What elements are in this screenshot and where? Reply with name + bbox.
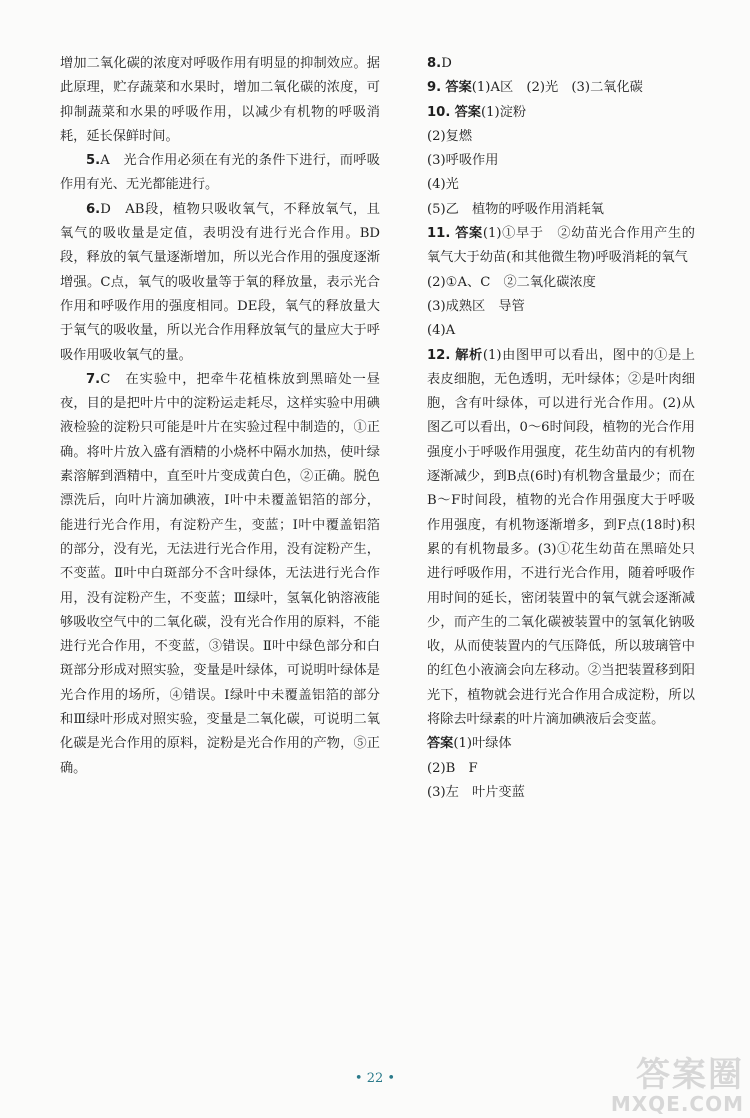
answer-10-part-2: (2)复燃 xyxy=(427,128,473,144)
answer-9-number: 9. xyxy=(427,80,442,96)
answer-7-text: C 在实验中，把牵牛花植株放到黑暗处一昼夜，目的是把叶片中的淀粉运走耗尽，这样实验中用碘液检验的淀粉只可能是叶片在实验过程中制造的，①正确。将叶片放入盛有酒精的小烧杯中隔水加热，使叶绿素溶解到酒精中，直至叶片变成黄白色，②正确。脱色漂洗后，向叶片滴加碘液，Ⅰ叶中未覆盖铝箔的部分，能进行光合作用，有淀粉产生，变蓝；Ⅰ叶中覆盖铝箔的部分，没有光，无法进行光合作用，没有淀粉产生，不变蓝。Ⅱ叶中白斑部分不含叶绿体，无法进行光合作用，没有淀粉产生，不变蓝；Ⅲ绿叶，氢氧化钠溶液能够吸收空气中的二氧化碳，没有光合作用的原料，不能进行光合作用，不变蓝，③错误。Ⅱ叶中绿色部分和白斑部分形成对照实验，变量是叶绿体，可说明叶绿体是光合作用的场所，④错误。Ⅰ绿叶中未覆盖铝箔的部分和Ⅲ绿叶形成对照实验，变量是二氧化碳，可说明二氧化碳是光合作用的原料，淀粉是光合作用的产物，⑤正确。 xyxy=(60,371,380,776)
answer-8-number: 8. xyxy=(427,56,442,71)
answer-12-explanation: (1)由图甲可以看出，图中的①是上表皮细胞，无色透明，无叶绿体；②是叶肉细胞，含有叶绿体，可以进行光合作用。(2)从图乙可以看出，0～6时间段，植物的光合作用强度小于呼吸作用强度，花生幼苗内的有机物逐渐减少，到B点(6时)有机物含量最少；而在B～F时间段，植物的光合作用强度大于呼吸作用强度，有机物逐渐增多，到F点(18时)积累的有机物最多。(3)①花生幼苗在黑暗处只进行呼吸作用，不进行光合作用，随着呼吸作用时间的延长，密闭装置中的氧气就会逐渐减少，而产生的二氧化碳被装置中的氢氧化钠吸收，从而使装置内的气压降低，所以玻璃管中的红色小液滴会向左移动。②当把装置移到阳光下，植物就会进行光合作用合成淀粉，所以将除去叶绿素的叶片滴加碘液后会变蓝。 xyxy=(427,347,695,728)
answer-10-part-3: (3)呼吸作用 xyxy=(427,153,499,169)
answer-7 xyxy=(60,368,380,781)
answer-5-number: 5. xyxy=(86,153,101,169)
answer-11-keyword: 答案 xyxy=(455,226,483,242)
answer-12-answer-part-1: (1)叶绿体 xyxy=(453,736,512,752)
answer-11-part-1: (1)①早于 ②幼苗光合作用产生的氧气大于幼苗(和其他微生物)呼吸消耗的氧气 xyxy=(427,226,695,266)
answer-9-text: (1)A区 (2)光 (3)二氧化碳 xyxy=(471,80,643,96)
answer-10 xyxy=(427,101,695,125)
answer-6-number: 6. xyxy=(86,201,101,217)
page-number: • 22 • xyxy=(354,1071,396,1086)
answer-11-part-2: (2)①A、C ②二氧化碳浓度 xyxy=(427,274,596,290)
answer-10-keyword: 答案 xyxy=(454,104,481,120)
answer-9-keyword: 答案 xyxy=(445,80,472,96)
answer-10-part-1: (1)淀粉 xyxy=(480,104,527,120)
answer-12-answer-keyword: 答案 xyxy=(427,736,454,752)
answer-12-answer-part-2: (2)B F xyxy=(427,760,478,776)
answer-8-text: D xyxy=(441,56,452,71)
answer-12-keyword: 解析 xyxy=(455,347,483,363)
answer-6 xyxy=(60,198,380,368)
answer-7-number: 7. xyxy=(86,371,101,387)
answer-5 xyxy=(60,149,380,198)
answer-11-part-4: (4)A xyxy=(427,323,456,339)
answer-9 xyxy=(427,76,695,100)
right-column xyxy=(427,52,695,805)
answer-11 xyxy=(427,222,695,271)
answer-11-part-3: (3)成熟区 导管 xyxy=(427,298,525,314)
answer-10-part-4: (4)光 xyxy=(427,177,459,193)
answer-10-number: 10. xyxy=(427,104,451,120)
answer-12-answer-part-3: (3)左 叶片变蓝 xyxy=(427,784,525,800)
left-column xyxy=(60,52,380,781)
watermark-top-text: 答案圈 xyxy=(636,1055,744,1095)
answer-5-text: A 光合作用必须在有光的条件下进行，而呼吸作用有光、无光都能进行。 xyxy=(60,153,380,193)
answer-12 xyxy=(427,344,695,733)
watermark-bottom-text: MXQE.COM xyxy=(610,1092,744,1116)
answer-12-number: 12. xyxy=(427,347,451,363)
answer-11-number: 11. xyxy=(427,226,451,242)
answer-6-text: D AB段，植物只吸收氧气，不释放氧气，且氧气的吸收量是定值，表明没有进行光合作用。BD段，释放的氧气量逐渐增加，所以光合作用的强度逐渐增强。C点，氧气的吸收量等于氧的释放量，表示光合作用和呼吸作用的强度相同。DE段，氧气的释放量大于氧气的吸收量，所以光合作用释放氧气的量应大于呼吸作用吸收氧气的量。 xyxy=(60,201,380,363)
answer-10-part-5: (5)乙 植物的呼吸作用消耗氧 xyxy=(427,201,604,217)
answer-8 xyxy=(427,52,695,76)
continuation-paragraph: 增加二氧化碳的浓度对呼吸作用有明显的抑制效应。据此原理，贮存蔬菜和水果时，增加二氧化碳的浓度，可抑制蔬菜和水果的呼吸作用，以减少有机物的呼吸消耗，延长保鲜时间。 xyxy=(60,56,380,144)
watermark-logo xyxy=(610,1055,744,1116)
answer-12-answer xyxy=(427,732,695,756)
